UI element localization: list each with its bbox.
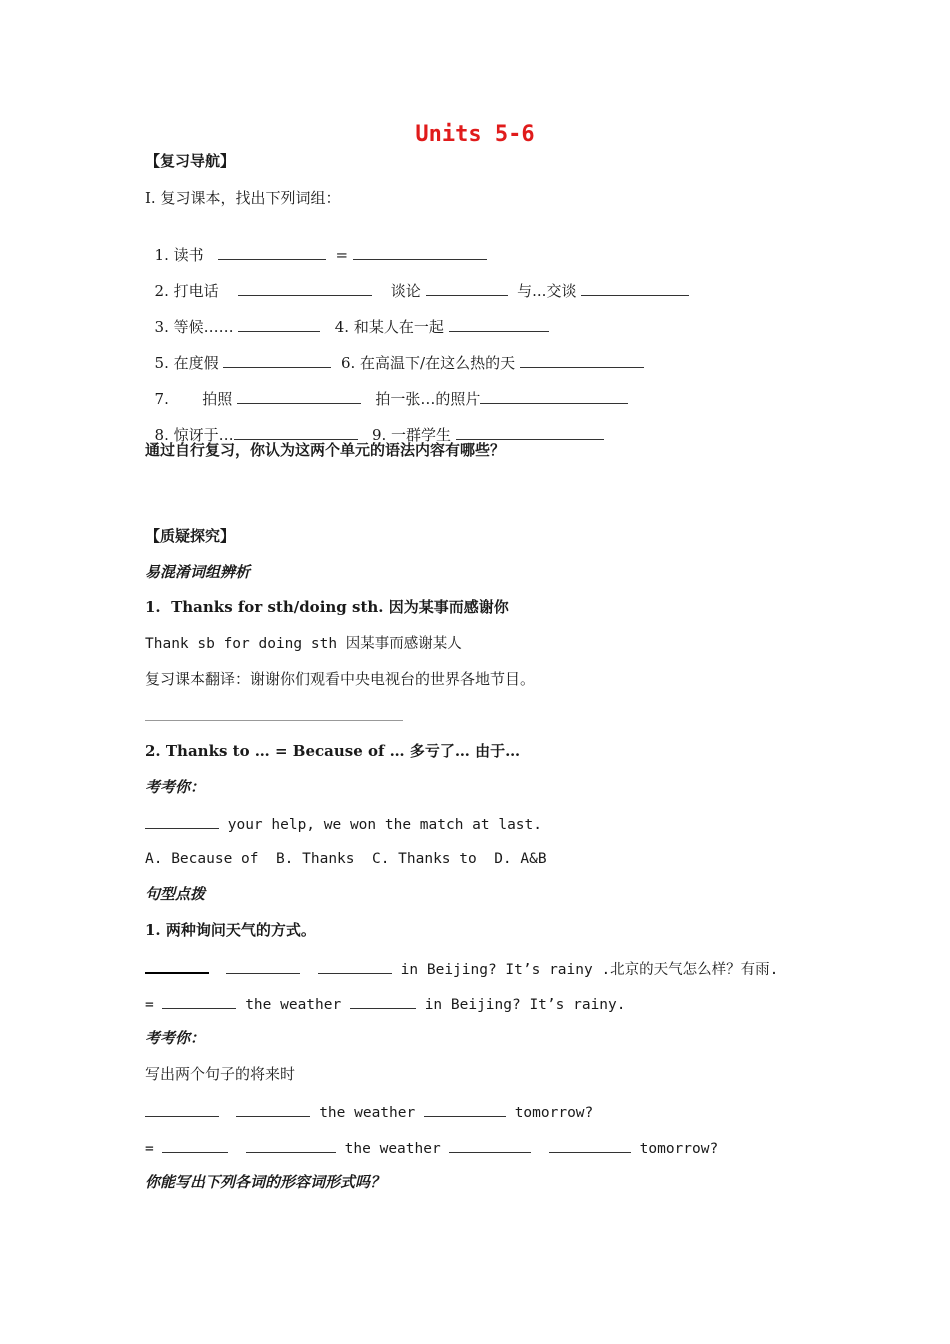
sentence-text: the weather	[310, 1105, 424, 1121]
answer-line[interactable]	[145, 720, 403, 721]
answer-blank[interactable]	[238, 316, 320, 332]
sentence-text: tomorrow?	[630, 1141, 719, 1157]
review-item-5	[145, 332, 644, 373]
item-label: 2. 打电话	[154, 282, 219, 300]
item-label: 与...交谈	[517, 282, 577, 300]
sentence-text: the weather	[236, 997, 350, 1013]
answer-blank[interactable]	[162, 1137, 228, 1153]
answer-blank[interactable]	[426, 280, 508, 296]
answer-blank[interactable]	[581, 280, 689, 296]
answer-blank[interactable]	[162, 993, 236, 1009]
item-label: =	[335, 246, 349, 264]
sentence-text: in Beijing? It’s rainy.	[415, 997, 626, 1013]
answer-blank[interactable]	[223, 352, 331, 368]
test-options: A. Because of B. Thanks C. Thanks to D. A&B	[145, 851, 547, 867]
page-title: Units 5-6	[415, 122, 535, 147]
equals-sign: =	[145, 1141, 154, 1157]
answer-blank[interactable]	[145, 813, 219, 829]
review-instruction: I. 复习课本，找出下列词组：	[145, 189, 341, 207]
item-label: 3. 等候……	[154, 318, 234, 336]
review-item-2	[145, 260, 689, 301]
test-label: 考考你：	[145, 778, 206, 796]
phrase-1-translate: 复习课本翻译：谢谢你们观看中央电视台的世界各地节目。	[145, 670, 536, 688]
item-label: 6. 在高温下/在这么热的天	[340, 354, 516, 372]
item-label: 7.	[154, 390, 169, 408]
review-item-1	[145, 224, 487, 265]
sentence-text: in Beijing? It’s rainy .北京的天气怎么样？有雨.	[391, 962, 779, 978]
answer-blank[interactable]	[520, 352, 644, 368]
review-item-3	[145, 296, 549, 337]
adjective-question: 你能写出下列各词的形容词形式吗？	[145, 1173, 386, 1191]
answer-blank[interactable]	[449, 316, 549, 332]
answer-blank[interactable]	[236, 1101, 310, 1117]
test-2-instruction: 写出两个句子的将来时	[145, 1065, 296, 1083]
grammar-question: 通过自行复习，你认为这两个单元的语法内容有哪些？	[145, 441, 506, 459]
answer-blank[interactable]	[549, 1137, 631, 1153]
phrase-1-line: Thank sb for doing sth 因某事而感谢某人	[145, 636, 462, 652]
item-label: 8. 惊讶于…	[154, 426, 234, 444]
answer-blank[interactable]	[449, 1137, 531, 1153]
answer-blank[interactable]	[480, 388, 628, 404]
test-2-label: 考考你：	[145, 1029, 206, 1047]
review-nav-heading: 【复习导航】	[145, 152, 236, 170]
sentence-text: tomorrow?	[505, 1105, 594, 1121]
sentence-text: your help, we won the match at last.	[219, 817, 543, 833]
answer-blank[interactable]	[353, 244, 487, 260]
answer-blank[interactable]	[424, 1101, 506, 1117]
item-label: 谈论	[390, 282, 421, 300]
answer-blank[interactable]	[218, 244, 326, 260]
answer-blank[interactable]	[246, 1137, 336, 1153]
answer-blank[interactable]	[350, 993, 416, 1009]
equals-sign: =	[145, 997, 154, 1013]
answer-blank[interactable]	[145, 957, 209, 974]
answer-blank[interactable]	[456, 424, 604, 440]
item-label: 9. 一群学生	[371, 426, 452, 444]
phrase-2-title: 2. Thanks to … = Because of … 多亏了… 由于…	[145, 742, 521, 760]
weather-line-2	[145, 993, 625, 1015]
weather-line-1	[145, 957, 778, 980]
future-line-2	[145, 1137, 718, 1159]
sentence-text: the weather	[335, 1141, 450, 1157]
pattern-1-title: 1. 两种询问天气的方式。	[145, 921, 316, 939]
answer-blank[interactable]	[234, 424, 358, 440]
future-line-1	[145, 1101, 593, 1123]
inquiry-heading: 【质疑探究】	[145, 527, 236, 545]
item-label: 5. 在度假	[154, 354, 219, 372]
answer-blank[interactable]	[145, 1101, 219, 1117]
review-item-7	[145, 368, 628, 409]
review-item-8	[145, 404, 604, 445]
answer-blank[interactable]	[237, 388, 361, 404]
pattern-heading: 句型点拨	[145, 885, 206, 903]
phrase-heading: 易混淆词组辨析	[145, 563, 251, 581]
test-sentence	[145, 813, 542, 835]
answer-blank[interactable]	[238, 280, 372, 296]
phrase-1-title: 1. Thanks for sth/doing sth. 因为某事而感谢你	[145, 598, 509, 616]
item-label: 4. 和某人在一起	[334, 318, 444, 336]
item-label: 拍一张…的照片	[375, 390, 481, 408]
item-label: 1. 读书	[154, 246, 204, 264]
answer-blank[interactable]	[226, 958, 300, 974]
answer-blank[interactable]	[318, 958, 392, 974]
item-label: 拍照	[202, 390, 233, 408]
